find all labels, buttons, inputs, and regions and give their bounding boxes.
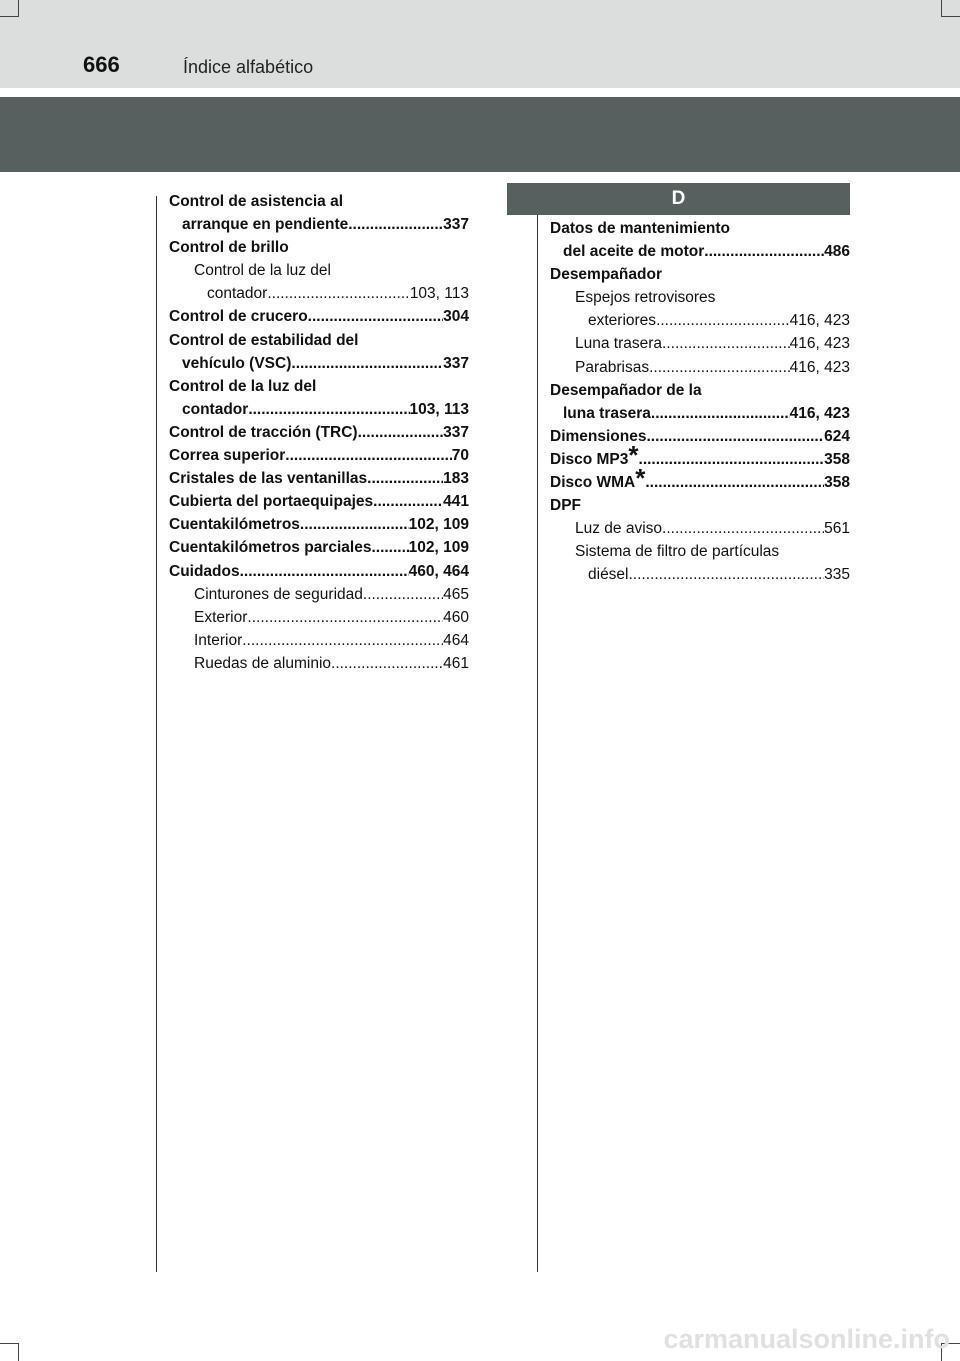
- entry-term: Control de brillo: [169, 239, 289, 257]
- index-entry: [169, 606, 469, 629]
- index-entry: [550, 425, 850, 448]
- entry-term: Correa superior: [169, 447, 286, 465]
- dot-leader: [242, 629, 443, 652]
- dot-leader: [240, 560, 409, 583]
- index-entry-line: [169, 444, 469, 467]
- entry-term: Cristales de las ventanillas: [169, 470, 368, 488]
- dot-leader: [651, 402, 790, 425]
- dot-leader: [291, 352, 443, 375]
- page-reference[interactable]: 337: [443, 423, 469, 441]
- index-entry: [169, 236, 469, 259]
- dot-leader: [248, 398, 409, 421]
- index-entry: [550, 517, 850, 540]
- index-entry-line: [550, 240, 850, 263]
- dot-leader: [646, 425, 824, 448]
- crop-mark: [0, 16, 18, 17]
- index-entry-line: [169, 513, 469, 536]
- index-entry-line: [169, 329, 469, 352]
- dot-leader: [308, 305, 443, 328]
- index-entry: [169, 629, 469, 652]
- page-reference[interactable]: 416, 423: [789, 312, 850, 330]
- dot-leader: [704, 240, 824, 263]
- entry-term: Cuidados: [169, 562, 240, 580]
- index-entry-line: [169, 467, 469, 490]
- entry-term: DPF: [550, 497, 581, 515]
- index-entry-line: [169, 398, 469, 421]
- index-column-right: [550, 217, 850, 587]
- index-entry: [169, 652, 469, 675]
- entry-term: Sistema de filtro de partículas: [575, 543, 780, 561]
- dot-leader: [373, 490, 443, 513]
- column-rule-left: [156, 196, 157, 1272]
- entry-term: Cubierta del portaequipajes: [169, 493, 374, 511]
- entry-term: Cuentakilómetros: [169, 516, 300, 534]
- index-entry-line: [550, 494, 850, 517]
- entry-term: Cinturones de seguridad: [194, 585, 363, 603]
- index-entry: [550, 356, 850, 379]
- entry-term: Control de crucero: [169, 308, 308, 326]
- index-entry: [169, 467, 469, 490]
- index-entry: [169, 190, 469, 236]
- index-entry: [169, 329, 469, 375]
- index-entry-line: [169, 305, 469, 328]
- index-entry: [550, 540, 850, 586]
- dot-leader: [358, 421, 444, 444]
- column-rule-middle: [537, 214, 538, 1272]
- index-entry-line: Disco MP3 * ..... 358: [550, 448, 850, 471]
- entry-term: luna trasera: [563, 404, 651, 422]
- page-reference[interactable]: 103, 113: [409, 285, 469, 303]
- page-reference[interactable]: 70: [451, 447, 469, 465]
- page-reference[interactable]: 304: [443, 308, 469, 326]
- crop-mark: [0, 1343, 18, 1344]
- page-reference[interactable]: 624: [824, 427, 850, 445]
- entry-term: Luna trasera: [575, 335, 663, 353]
- page-reference[interactable]: 358: [824, 450, 850, 468]
- entry-term: Disco MP3: [550, 450, 629, 468]
- index-entry: [169, 513, 469, 536]
- index-entry-line: [169, 236, 469, 259]
- index-entry-line: Disco WMA * ..... 358: [550, 471, 850, 494]
- page-reference[interactable]: 102, 109: [408, 539, 469, 557]
- dot-leader: [645, 471, 824, 494]
- page-reference[interactable]: 416, 423: [789, 404, 850, 422]
- index-entry-line: [575, 540, 850, 563]
- index-entry-line: [575, 356, 850, 379]
- page-reference[interactable]: 416, 423: [789, 335, 850, 353]
- letter-heading: D: [507, 183, 850, 215]
- dot-leader: [649, 356, 790, 379]
- index-entry: [550, 263, 850, 286]
- index-entry-line: [575, 332, 850, 355]
- entry-term: exteriores: [588, 312, 657, 330]
- crop-mark: [18, 1343, 19, 1361]
- index-column-left: [169, 190, 469, 675]
- entry-term: contador: [207, 285, 268, 303]
- entry-term: Datos de mantenimiento: [550, 220, 730, 237]
- page-reference[interactable]: 461: [443, 654, 469, 672]
- index-entry: [169, 375, 469, 421]
- index-entry-line: [169, 190, 469, 213]
- section-title: Índice alfabético: [183, 57, 314, 77]
- index-entry-line: [169, 421, 469, 444]
- dot-leader: [363, 583, 443, 606]
- entry-term: contador: [182, 400, 249, 418]
- page-number: 666: [83, 52, 120, 77]
- entry-term: Disco WMA: [550, 474, 636, 492]
- dot-leader: [367, 467, 443, 490]
- page-reference[interactable]: 460: [443, 608, 469, 626]
- entry-term: Control de estabilidad del: [169, 331, 359, 349]
- index-entry: [169, 259, 469, 305]
- index-entry-line: [550, 217, 850, 240]
- dot-leader: [348, 213, 443, 236]
- dot-leader: [629, 563, 825, 586]
- header-banner: [0, 97, 960, 172]
- entry-term: del aceite de motor: [563, 243, 705, 261]
- page-reference[interactable]: 358: [824, 474, 850, 492]
- index-entry-line: [550, 402, 850, 425]
- entry-term: Desempañador de la: [550, 381, 702, 399]
- dot-leader: [662, 517, 824, 540]
- crop-mark: [942, 16, 960, 17]
- index-entry-line: [169, 375, 469, 398]
- index-entry-line: [194, 629, 469, 652]
- entry-term: Control de la luz del: [194, 262, 331, 280]
- index-entry-line: [169, 536, 469, 559]
- index-entry-line: [169, 560, 469, 583]
- page-reference[interactable]: 337: [443, 216, 469, 234]
- entry-term: vehículo (VSC): [182, 354, 292, 372]
- index-entry: [169, 536, 469, 559]
- page-reference[interactable]: 337: [443, 354, 469, 372]
- page-reference[interactable]: 103, 113: [409, 400, 469, 418]
- dot-leader: [662, 332, 790, 355]
- page-reference[interactable]: 460, 464: [408, 562, 469, 580]
- dot-leader: [371, 536, 408, 559]
- dot-leader: [285, 444, 451, 467]
- crop-mark: [18, 0, 19, 17]
- index-entry-line: [194, 652, 469, 675]
- index-entry-line: [194, 583, 469, 606]
- index-entry-line: [194, 282, 469, 305]
- index-entry: [169, 583, 469, 606]
- index-entry-line: [194, 259, 469, 282]
- crop-mark: [941, 0, 942, 17]
- index-entry: [169, 490, 469, 513]
- index-entry: [550, 379, 850, 425]
- dot-leader: [639, 448, 825, 471]
- page-reference[interactable]: 183: [443, 470, 469, 488]
- index-entry-line: [550, 425, 850, 448]
- entry-term: Control de asistencia al: [169, 193, 343, 210]
- entry-term: Exterior: [194, 608, 248, 626]
- dot-leader: [300, 513, 409, 536]
- entry-term: Dimensiones: [550, 427, 647, 445]
- entry-term: Espejos retrovisores: [575, 289, 716, 307]
- index-entry: [169, 305, 469, 328]
- index-entry: [550, 439, 850, 471]
- dot-leader: [247, 606, 443, 629]
- entry-term: Ruedas de aluminio: [194, 654, 332, 672]
- page-reference[interactable]: 335: [824, 566, 850, 584]
- page-reference[interactable]: 465: [443, 585, 469, 603]
- entry-term: Cuentakilómetros parciales: [169, 539, 372, 557]
- page-reference[interactable]: 486: [824, 243, 850, 261]
- entry-term: arranque en pendiente: [182, 216, 349, 234]
- entry-term: diésel: [588, 566, 629, 584]
- index-entry-line: [169, 213, 469, 236]
- dot-leader: [331, 652, 443, 675]
- watermark: carmanualsonline.info: [663, 1324, 950, 1354]
- page-reference[interactable]: 561: [824, 520, 850, 538]
- dot-leader: [656, 309, 790, 332]
- index-entry: [550, 494, 850, 517]
- entry-term: Desempañador: [550, 266, 662, 284]
- page-reference[interactable]: 441: [443, 493, 469, 511]
- entry-term: Interior: [194, 631, 243, 649]
- page-header: [0, 0, 960, 88]
- index-entry-line: [169, 490, 469, 513]
- page-reference[interactable]: 416, 423: [789, 358, 850, 376]
- index-entry-line: [575, 517, 850, 540]
- entry-term: Luz de aviso: [575, 520, 663, 538]
- index-entry: [169, 560, 469, 583]
- page-reference[interactable]: 464: [443, 631, 469, 649]
- entry-term: Control de tracción (TRC): [169, 423, 358, 441]
- index-entry-line: [575, 309, 850, 332]
- index-entry: [550, 463, 850, 494]
- page-reference[interactable]: 102, 109: [408, 516, 469, 534]
- entry-term: Control de la luz del: [169, 377, 317, 395]
- index-entry-line: [550, 263, 850, 286]
- index-entry-line: [575, 563, 850, 586]
- index-entry-line: [550, 379, 850, 402]
- index-entry: [550, 217, 850, 263]
- index-entry: [550, 286, 850, 332]
- index-entry: [550, 332, 850, 355]
- index-entry: [169, 421, 469, 444]
- index-entry: [169, 444, 469, 467]
- index-entry-line: [169, 352, 469, 375]
- entry-term: Parabrisas: [575, 358, 650, 376]
- index-entry-line: [575, 286, 850, 309]
- index-entry-line: [194, 606, 469, 629]
- dot-leader: [267, 282, 409, 305]
